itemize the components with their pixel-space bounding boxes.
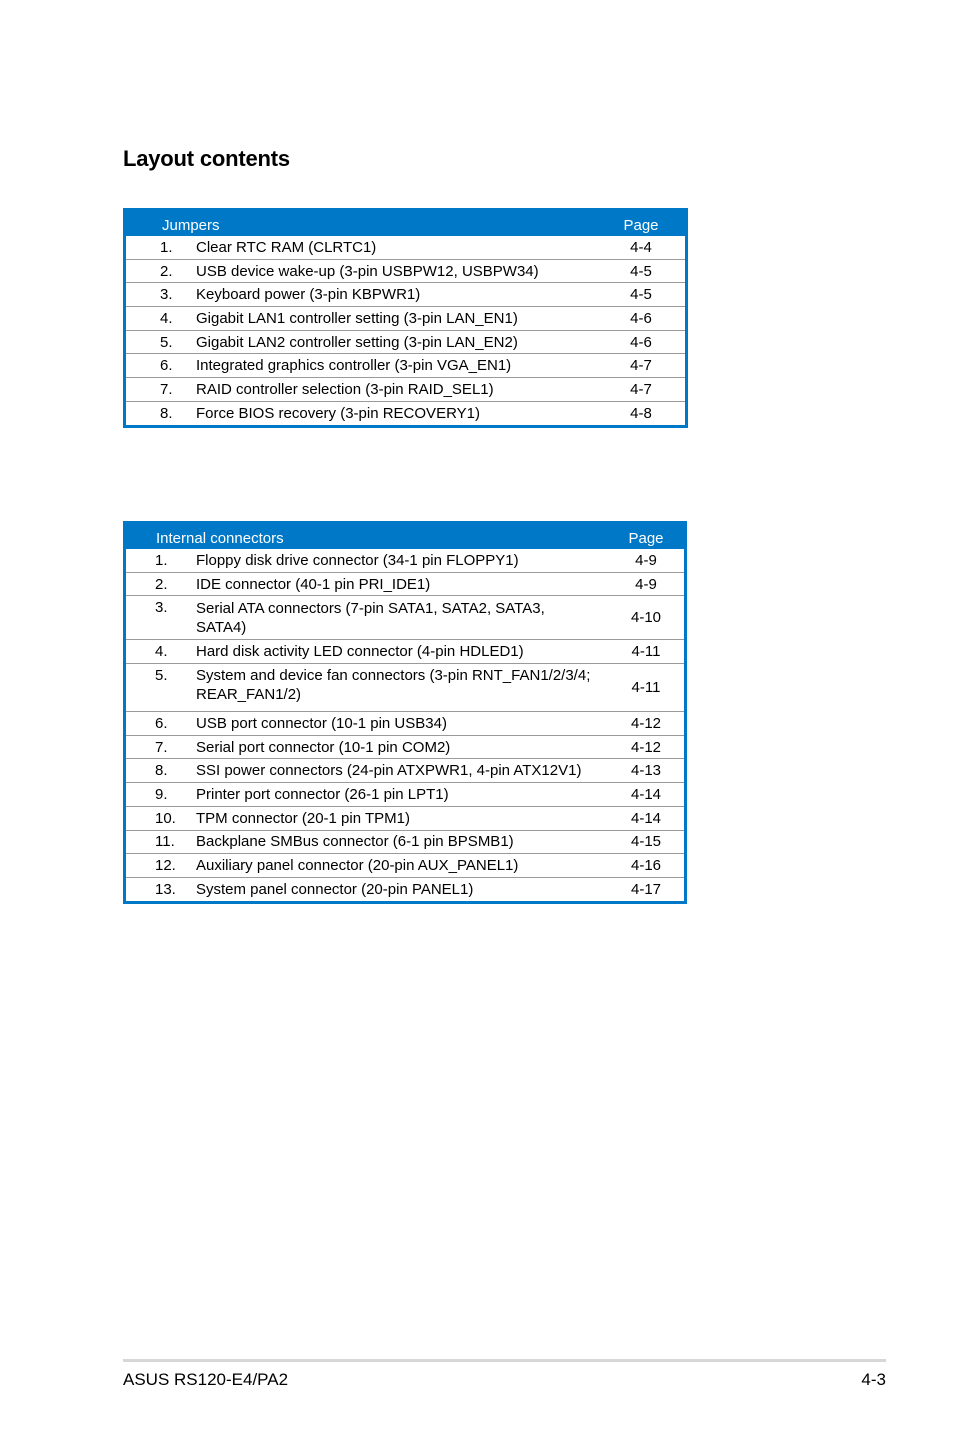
row-page: 4-8 [630, 404, 652, 422]
row-description: Hard disk activity LED connector (4-pin HDLED1) [196, 640, 608, 664]
row-number: 8. [126, 759, 196, 783]
row-description: Floppy disk drive connector (34-1 pin FLOPPY1) [196, 549, 608, 572]
row-page: 4-11 [608, 640, 684, 664]
jumpers-header-page: Page [597, 208, 685, 236]
connectors-header-page: Page [608, 521, 684, 549]
connectors-header-label: Internal connectors [126, 521, 608, 549]
row-page: 4-16 [608, 854, 684, 878]
row-page: 4-14 [608, 806, 684, 830]
row-number: 1. [126, 549, 196, 572]
table-row [126, 259, 685, 283]
table-row [126, 596, 684, 640]
row-description: Gigabit LAN2 controller setting (3-pin LAN_EN2) [196, 330, 597, 354]
row-number: 3. [126, 596, 196, 640]
row-description: RAID controller selection (3-pin RAID_SEL1) [196, 378, 597, 402]
row-description: IDE connector (40-1 pin PRI_IDE1) [196, 572, 608, 596]
table-row [126, 854, 684, 878]
row-number: 2. [126, 572, 196, 596]
row-description: Clear RTC RAM (CLRTC1) [196, 236, 597, 259]
table-row [126, 877, 684, 900]
row-page: 4-6 [597, 307, 685, 331]
table-row [126, 759, 684, 783]
row-description: System panel connector (20-pin PANEL1) [196, 880, 474, 898]
row-description: Serial port connector (10-1 pin COM2) [196, 735, 608, 759]
table-row [126, 735, 684, 759]
row-page: 4-13 [608, 759, 684, 783]
row-description: Keyboard power (3-pin KBPWR1) [196, 283, 597, 307]
footer-page-number: 4-3 [861, 1370, 886, 1389]
row-page: 4-9 [608, 549, 684, 572]
row-page: 4-12 [608, 735, 684, 759]
row-number: 1. [126, 236, 196, 259]
row-page: 4-5 [597, 259, 685, 283]
table-row [126, 640, 684, 664]
jumpers-header-label: Jumpers [126, 208, 597, 236]
row-page: 4-6 [597, 330, 685, 354]
jumpers-table [123, 208, 688, 428]
footer-divider [123, 1359, 886, 1362]
row-description: System and device fan connectors (3-pin RNT_FAN1/2/3/4; REAR_FAN1/2) [196, 664, 608, 712]
jumpers-header-row [126, 208, 685, 236]
row-page: 4-5 [597, 283, 685, 307]
row-number: 7. [126, 378, 196, 402]
row-number: 6. [126, 354, 196, 378]
table-row [126, 307, 685, 331]
row-number: 2. [126, 259, 196, 283]
row-number: 5. [126, 664, 196, 712]
row-page: 4-4 [597, 236, 685, 259]
row-page: 4-17 [630, 880, 662, 898]
row-description: Gigabit LAN1 controller setting (3-pin LAN_EN1) [196, 307, 597, 331]
row-number: 7. [126, 735, 196, 759]
row-number: 3. [126, 283, 196, 307]
internal-connectors-table [123, 521, 687, 904]
row-number: 5. [126, 330, 196, 354]
row-number: 11. [126, 830, 196, 854]
page-title: Layout contents [123, 146, 290, 171]
row-description: SSI power connectors (24-pin ATXPWR1, 4-pin ATX12V1) [196, 759, 608, 783]
row-page: 4-7 [597, 354, 685, 378]
connectors-header-row [126, 521, 684, 549]
table-row [126, 830, 684, 854]
table-row [126, 378, 685, 402]
table-row [126, 783, 684, 807]
table-row [126, 330, 685, 354]
table-row [126, 236, 685, 259]
row-number: 4. [126, 640, 196, 664]
row-description: Backplane SMBus connector (6-1 pin BPSMB1) [196, 830, 608, 854]
table-row [126, 572, 684, 596]
footer-product-name: ASUS RS120-E4/PA2 [123, 1370, 289, 1389]
row-description: Printer port connector (26-1 pin LPT1) [196, 783, 608, 807]
row-number: 4. [126, 307, 196, 331]
row-description: Integrated graphics controller (3-pin VGA_EN1) [196, 354, 597, 378]
row-page: 4-11 [608, 664, 684, 712]
table-row [126, 283, 685, 307]
row-page: 4-9 [608, 572, 684, 596]
table-row [126, 806, 684, 830]
row-page: 4-14 [608, 783, 684, 807]
row-number: 6. [126, 712, 196, 736]
row-description: TPM connector (20-1 pin TPM1) [196, 806, 608, 830]
row-page: 4-12 [608, 712, 684, 736]
row-description: Serial ATA connectors (7-pin SATA1, SATA2, SATA3, SATA4) [196, 596, 608, 640]
row-description: USB port connector (10-1 pin USB34) [196, 712, 608, 736]
table-row [126, 549, 684, 572]
table-row [126, 401, 685, 424]
table-row [126, 664, 684, 712]
row-page: 4-7 [597, 378, 685, 402]
row-number: 12. [126, 854, 196, 878]
row-number: 9. [126, 783, 196, 807]
row-page: 4-10 [608, 596, 684, 640]
row-number: 8. [160, 404, 173, 422]
row-description: Auxiliary panel connector (20-pin AUX_PANEL1) [196, 854, 608, 878]
row-page: 4-15 [608, 830, 684, 854]
table-row [126, 354, 685, 378]
row-description: Force BIOS recovery (3-pin RECOVERY1) [196, 404, 480, 422]
row-number: 10. [126, 806, 196, 830]
row-number: 13. [155, 880, 176, 898]
row-description: USB device wake-up (3-pin USBPW12, USBPW34) [196, 259, 597, 283]
table-row [126, 712, 684, 736]
